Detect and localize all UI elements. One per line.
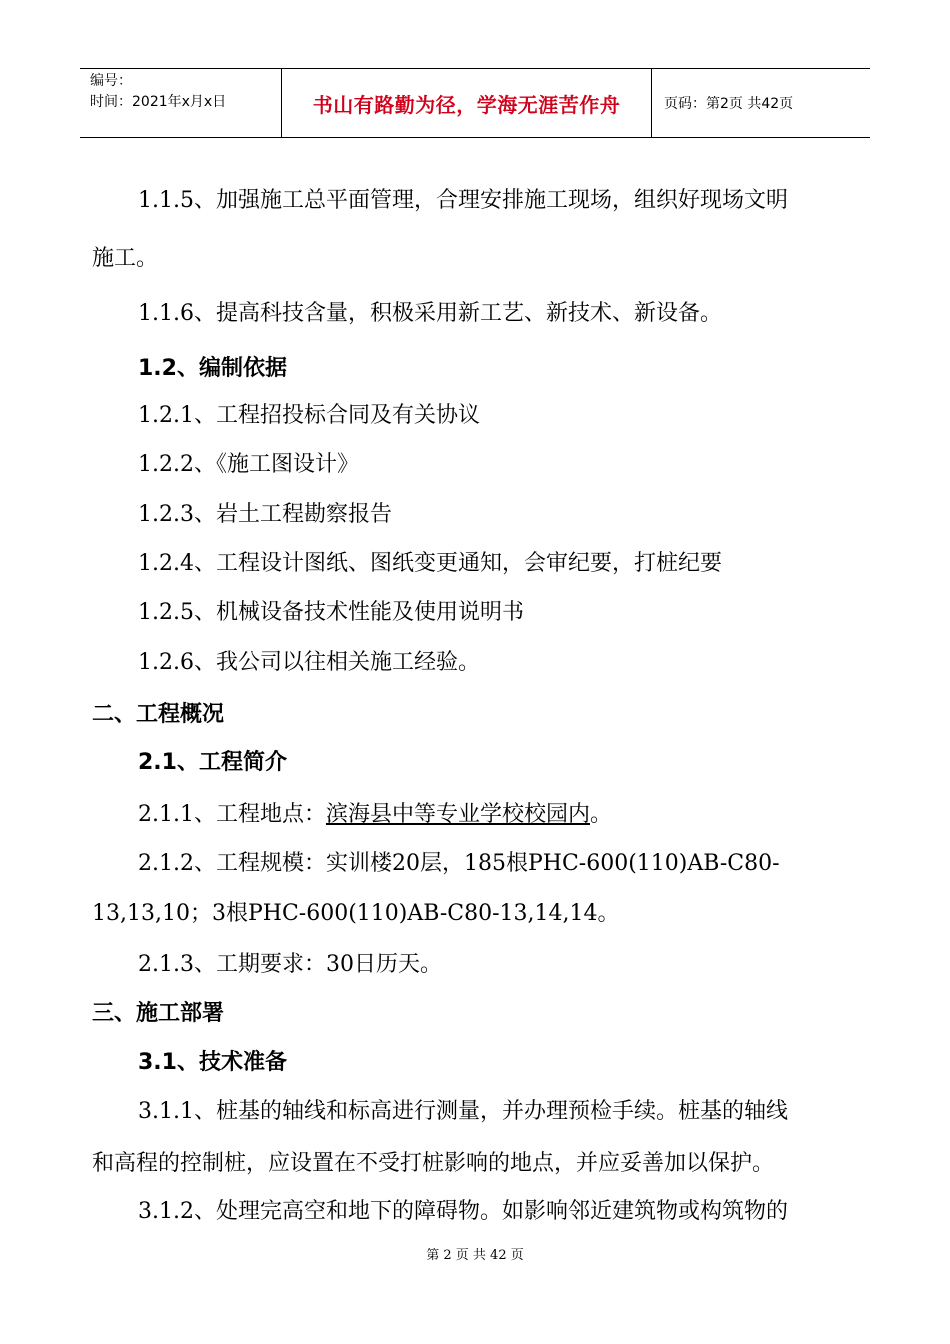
paragraph-1-2-6: 1.2.6、我公司以往相关施工经验。: [138, 650, 480, 675]
heading-3-1: 3.1、技术准备: [138, 1050, 287, 1075]
paragraph-3-1-1-cont: 和高程的控制桩，应设置在不受打桩影响的地点，并应妥善加以保护。: [92, 1151, 775, 1176]
paragraph-3-1-2: 3.1.2、处理完高空和地下的障碍物。如影响邻近建筑物或构筑物的: [138, 1199, 788, 1224]
header-number: 编号：: [90, 73, 132, 89]
page-header: [80, 68, 870, 138]
paragraph-1-1-6: 1.1.6、提高科技含量，积极采用新工艺、新技术、新设备。: [138, 301, 722, 326]
paragraph-1-2-5: 1.2.5、机械设备技术性能及使用说明书: [138, 600, 524, 625]
header-left-cell: [80, 69, 282, 137]
heading-1-2: 1.2、编制依据: [138, 356, 287, 381]
paragraph-1-2-1: 1.2.1、工程招投标合同及有关协议: [138, 403, 480, 428]
page-footer: 第 2 页 共 42 页: [426, 1248, 524, 1263]
heading-2: 二、工程概况: [92, 702, 225, 727]
paragraph-1-1-5-cont: 施工。: [92, 246, 159, 271]
paragraph-2-1-2: 2.1.2、工程规模：实训楼20层，185根PHC-600(110)AB-C80-: [138, 851, 780, 876]
paragraph-1-2-2: 1.2.2、《施工图设计》: [138, 452, 359, 477]
paragraph-3-1-1: 3.1.1、桩基的轴线和标高进行测量，并办理预检手续。桩基的轴线: [138, 1099, 788, 1124]
paragraph-1-1-5: 1.1.5、加强施工总平面管理，合理安排施工现场，组织好现场文明: [138, 188, 788, 213]
paragraph-2-1-3: 2.1.3、工期要求：30日历天。: [138, 952, 442, 977]
paragraph-2-1-1: [138, 800, 906, 830]
location-end: 。: [590, 802, 613, 827]
location-value: 滨海县中等专业学校校园内: [325, 802, 590, 827]
paragraph-1-2-4: 1.2.4、工程设计图纸、图纸变更通知，会审纪要，打桩纪要: [138, 551, 722, 576]
header-time: 时间：2021年x月x日: [90, 94, 227, 110]
heading-3: 三、施工部署: [92, 1001, 225, 1026]
location-label: 2.1.1、工程地点：: [138, 802, 326, 827]
paragraph-1-2-3: 1.2.3、岩土工程勘察报告: [138, 502, 392, 527]
heading-2-1: 2.1、工程简介: [138, 750, 287, 775]
header-page-number: 页码：第2页 共42页: [664, 96, 794, 112]
header-motto: 书山有路勤为径，学海无涯苦作舟: [282, 69, 652, 137]
paragraph-2-1-2-cont: 13,13,10；3根PHC-600(110)AB-C80-13,14,14。: [92, 901, 620, 926]
